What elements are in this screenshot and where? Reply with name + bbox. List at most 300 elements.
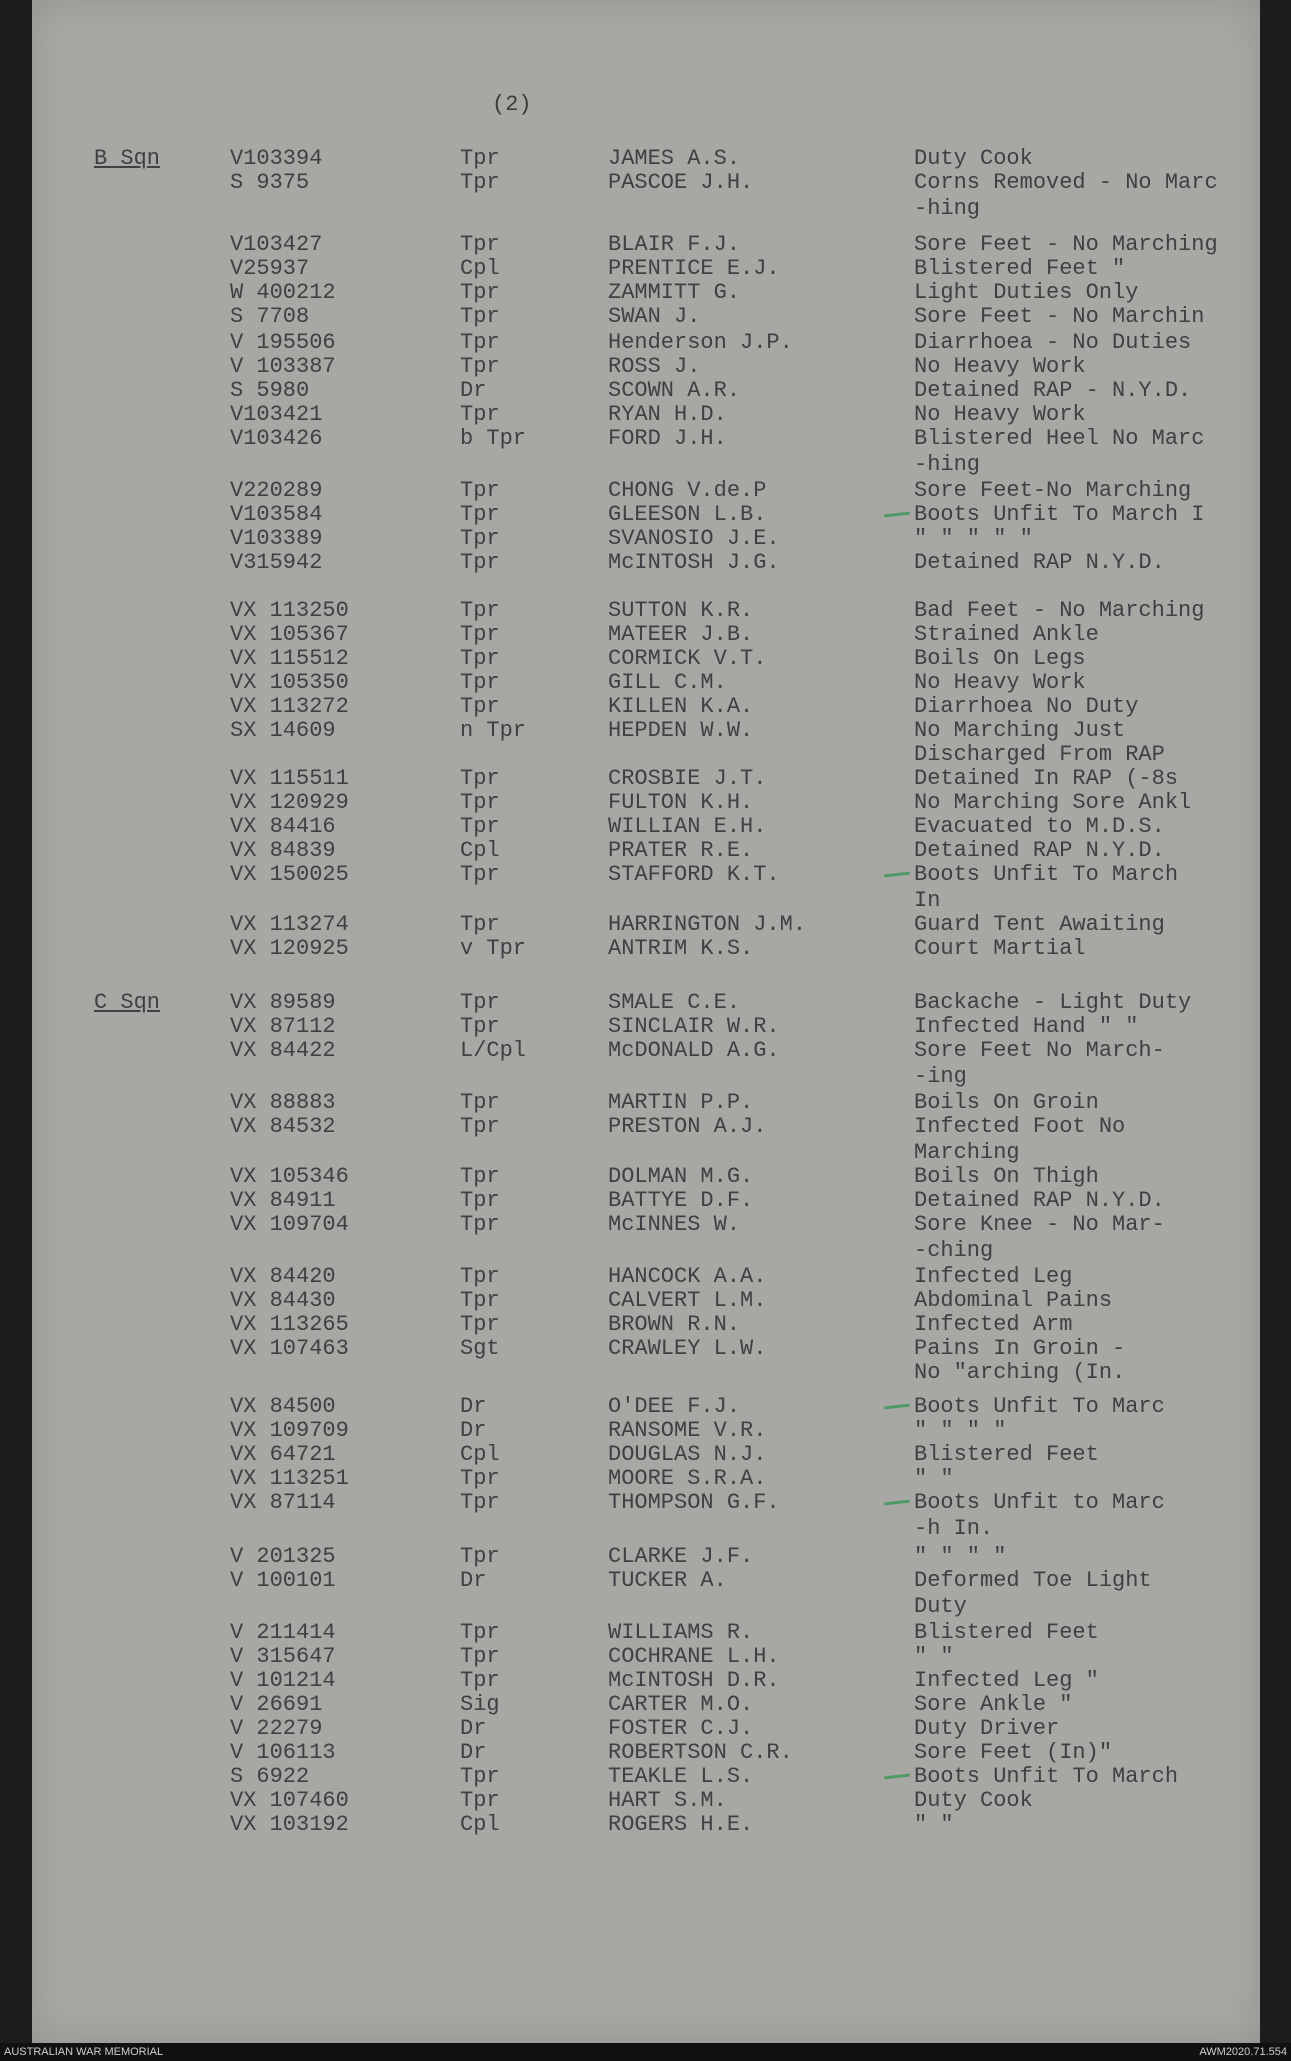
- rank: Tpr: [460, 1490, 500, 1515]
- remark-text: Boots Unfit To March: [914, 862, 1179, 887]
- roll-row: [32, 1212, 1260, 1237]
- medical-remark: No Marching Sore Ankl: [914, 790, 1192, 815]
- rank: Tpr: [460, 280, 500, 305]
- medical-remark: Abdominal Pains: [914, 1288, 1113, 1313]
- medical-remark: [914, 1490, 1165, 1515]
- roll-row: [32, 1788, 1260, 1813]
- medical-remark: Corns Removed - No Marc: [914, 170, 1218, 195]
- soldier-name: WILLIAMS R.: [608, 1620, 754, 1645]
- roll-row: [32, 742, 1260, 767]
- soldier-name: FULTON K.H.: [608, 790, 754, 815]
- medical-remark: " ": [914, 1466, 954, 1491]
- rank: Tpr: [460, 598, 500, 623]
- medical-remark: -hing: [914, 196, 981, 221]
- service-number: V 103387: [230, 354, 336, 379]
- medical-remark: Evacuated to M.D.S.: [914, 814, 1165, 839]
- service-number: VX 105346: [230, 1164, 349, 1189]
- medical-remark: " " " " ": [914, 526, 1033, 551]
- rank: Tpr: [460, 622, 500, 647]
- soldier-name: WILLIAN E.H.: [608, 814, 767, 839]
- rank: Tpr: [460, 1212, 500, 1237]
- roll-row: [32, 550, 1260, 575]
- soldier-name: GLEESON L.B.: [608, 502, 767, 527]
- soldier-name: CHONG V.de.P: [608, 478, 767, 503]
- soldier-name: SINCLAIR W.R.: [608, 1014, 780, 1039]
- soldier-name: RANSOME V.R.: [608, 1418, 767, 1443]
- rank: Tpr: [460, 694, 500, 719]
- service-number: VX 107463: [230, 1336, 349, 1361]
- rank: Tpr: [460, 1644, 500, 1669]
- page-number: (2): [492, 92, 532, 117]
- service-number: V103389: [230, 526, 323, 551]
- rank: Tpr: [460, 1014, 500, 1039]
- roll-row: [32, 622, 1260, 647]
- service-number: VX 113274: [230, 912, 349, 937]
- service-number: VX 105367: [230, 622, 349, 647]
- remark-text: Boots Unfit To March: [914, 1764, 1179, 1789]
- rank: Tpr: [460, 402, 500, 427]
- service-number: V 201325: [230, 1544, 336, 1569]
- roll-row: [32, 1740, 1260, 1765]
- roll-row: [32, 1114, 1260, 1139]
- rank: Cpl: [460, 838, 500, 863]
- soldier-name: TEAKLE L.S.: [608, 1764, 754, 1789]
- roll-row: [32, 1812, 1260, 1837]
- rank: Tpr: [460, 1090, 500, 1115]
- roll-row: [32, 1716, 1260, 1741]
- service-number: VX 84500: [230, 1394, 336, 1419]
- roll-row: [32, 1466, 1260, 1491]
- roll-row: [32, 1764, 1260, 1789]
- roll-row: [32, 888, 1260, 913]
- rank: Tpr: [460, 1188, 500, 1213]
- soldier-name: MOORE S.R.A.: [608, 1466, 767, 1491]
- remark-text: Boots Unfit to Marc: [914, 1490, 1165, 1515]
- medical-remark: [914, 1394, 1165, 1419]
- rank: b Tpr: [460, 426, 527, 451]
- roll-row: [32, 936, 1260, 961]
- soldier-name: HEPDEN W.W.: [608, 718, 754, 743]
- roll-row: [32, 170, 1260, 195]
- rank: Cpl: [460, 256, 500, 281]
- service-number: VX 105350: [230, 670, 349, 695]
- service-number: VX 88883: [230, 1090, 336, 1115]
- service-number: S 6922: [230, 1764, 310, 1789]
- soldier-name: HANCOCK A.A.: [608, 1264, 767, 1289]
- medical-remark: Sore Feet-No Marching: [914, 478, 1192, 503]
- rank: Dr: [460, 1568, 487, 1593]
- service-number: V 26691: [230, 1692, 323, 1717]
- footer-reference: AWM2020.71.554: [1199, 2046, 1287, 2058]
- rank: Tpr: [460, 1466, 500, 1491]
- medical-remark: Duty: [914, 1594, 967, 1619]
- medical-remark: Blistered Feet: [914, 1442, 1099, 1467]
- rank: Tpr: [460, 670, 500, 695]
- roll-row: [32, 502, 1260, 527]
- medical-remark: No "arching (In.: [914, 1360, 1126, 1385]
- service-number: V103584: [230, 502, 323, 527]
- roll-row: [32, 330, 1260, 355]
- rank: Tpr: [460, 354, 500, 379]
- rank: L/Cpl: [460, 1038, 527, 1063]
- medical-remark: " " " ": [914, 1544, 1007, 1569]
- roll-row: [32, 1568, 1260, 1593]
- medical-remark: Duty Driver: [914, 1716, 1060, 1741]
- service-number: VX 84532: [230, 1114, 336, 1139]
- soldier-name: CORMICK V.T.: [608, 646, 767, 671]
- soldier-name: CROSBIE J.T.: [608, 766, 767, 791]
- medical-remark: Blistered Heel No Marc: [914, 426, 1205, 451]
- service-number: VX 64721: [230, 1442, 336, 1467]
- soldier-name: BATTYE D.F.: [608, 1188, 754, 1213]
- green-pen-mark: [884, 512, 910, 518]
- roll-row: [32, 232, 1260, 257]
- rank: Sgt: [460, 1336, 500, 1361]
- roll-row: [32, 1418, 1260, 1443]
- roll-row: [32, 1164, 1260, 1189]
- soldier-name: HART S.M.: [608, 1788, 727, 1813]
- rank: Tpr: [460, 304, 500, 329]
- medical-remark: No Heavy Work: [914, 354, 1086, 379]
- service-number: V103426: [230, 426, 323, 451]
- roll-row: [32, 1090, 1260, 1115]
- soldier-name: COCHRANE L.H.: [608, 1644, 780, 1669]
- green-pen-mark: [884, 1500, 910, 1506]
- medical-remark: Boils On Legs: [914, 646, 1086, 671]
- medical-remark: -hing: [914, 452, 981, 477]
- roll-row: [32, 1288, 1260, 1313]
- green-pen-mark: [884, 1774, 910, 1780]
- medical-remark: [914, 1764, 1178, 1789]
- soldier-name: CLARKE J.F.: [608, 1544, 754, 1569]
- service-number: VX 89589: [230, 990, 336, 1015]
- soldier-name: SCOWN A.R.: [608, 378, 741, 403]
- medical-remark: Blistered Feet: [914, 1620, 1099, 1645]
- rank: Tpr: [460, 646, 500, 671]
- footer-institution: AUSTRALIAN WAR MEMORIAL: [4, 2046, 164, 2058]
- medical-remark: Boils On Thigh: [914, 1164, 1099, 1189]
- soldier-name: BLAIR F.J.: [608, 232, 741, 257]
- service-number: V315942: [230, 550, 323, 575]
- medical-remark: Sore Feet (In)": [914, 1740, 1113, 1765]
- soldier-name: O'DEE F.J.: [608, 1394, 741, 1419]
- rank: Sig: [460, 1692, 500, 1717]
- roll-row: [32, 1238, 1260, 1263]
- rank: Tpr: [460, 330, 500, 355]
- medical-remark: Sore Feet No March-: [914, 1038, 1165, 1063]
- soldier-name: DOUGLAS N.J.: [608, 1442, 767, 1467]
- roll-row: [32, 1038, 1260, 1063]
- medical-remark: -ing: [914, 1064, 967, 1089]
- squadron-label: B Sqn: [94, 146, 161, 171]
- soldier-name: McINTOSH D.R.: [608, 1668, 780, 1693]
- rank: Tpr: [460, 550, 500, 575]
- service-number: V 211414: [230, 1620, 336, 1645]
- roll-row: [32, 256, 1260, 281]
- rank: Tpr: [460, 912, 500, 937]
- service-number: S 7708: [230, 304, 310, 329]
- rank: Dr: [460, 1394, 487, 1419]
- rank: Tpr: [460, 1764, 500, 1789]
- roll-row: [32, 452, 1260, 477]
- roll-row: [32, 146, 1260, 171]
- medical-remark: Detained RAP - N.Y.D.: [914, 378, 1192, 403]
- rank: Tpr: [460, 1668, 500, 1693]
- roll-row: [32, 790, 1260, 815]
- rank: Tpr: [460, 1788, 500, 1813]
- roll-row: [32, 526, 1260, 551]
- soldier-name: FOSTER C.J.: [608, 1716, 754, 1741]
- soldier-name: ROBERTSON C.R.: [608, 1740, 793, 1765]
- service-number: VX 84430: [230, 1288, 336, 1313]
- soldier-name: JAMES A.S.: [608, 146, 741, 171]
- rank: Tpr: [460, 814, 500, 839]
- roll-row: [32, 1644, 1260, 1669]
- medical-remark: In: [914, 888, 941, 913]
- roll-row: [32, 1692, 1260, 1717]
- rank: Tpr: [460, 766, 500, 791]
- rank: Tpr: [460, 232, 500, 257]
- remark-text: Boots Unfit To Marc: [914, 1394, 1165, 1419]
- roll-row: [32, 1442, 1260, 1467]
- service-number: S 5980: [230, 378, 310, 403]
- rank: Tpr: [460, 1288, 500, 1313]
- roll-row: [32, 1490, 1260, 1515]
- soldier-name: MATEER J.B.: [608, 622, 754, 647]
- medical-remark: No Heavy Work: [914, 402, 1086, 427]
- service-number: V103421: [230, 402, 323, 427]
- rank: Tpr: [460, 1264, 500, 1289]
- service-number: VX 84911: [230, 1188, 336, 1213]
- soldier-name: CARTER M.O.: [608, 1692, 754, 1717]
- medical-remark: Deformed Toe Light: [914, 1568, 1152, 1593]
- soldier-name: PRATER R.E.: [608, 838, 754, 863]
- rank: Tpr: [460, 1164, 500, 1189]
- soldier-name: SMALE C.E.: [608, 990, 741, 1015]
- roll-row: [32, 1336, 1260, 1361]
- medical-remark: Infected Leg ": [914, 1668, 1099, 1693]
- green-pen-mark: [884, 1404, 910, 1410]
- service-number: VX 84839: [230, 838, 336, 863]
- roll-row: [32, 862, 1260, 887]
- service-number: V 315647: [230, 1644, 336, 1669]
- rank: v Tpr: [460, 936, 527, 961]
- service-number: S 9375: [230, 170, 310, 195]
- rank: Tpr: [460, 1312, 500, 1337]
- soldier-name: SUTTON K.R.: [608, 598, 754, 623]
- roll-row: [32, 402, 1260, 427]
- medical-remark: Infected Hand " ": [914, 1014, 1139, 1039]
- soldier-name: McINNES W.: [608, 1212, 741, 1237]
- medical-remark: " ": [914, 1812, 954, 1837]
- service-number: VX 103192: [230, 1812, 349, 1837]
- soldier-name: TUCKER A.: [608, 1568, 727, 1593]
- roll-row: [32, 1360, 1260, 1385]
- medical-remark: Light Duties Only: [914, 280, 1139, 305]
- service-number: V25937: [230, 256, 310, 281]
- soldier-name: FORD J.H.: [608, 426, 727, 451]
- soldier-name: SWAN J.: [608, 304, 701, 329]
- medical-remark: Strained Ankle: [914, 622, 1099, 647]
- rank: Tpr: [460, 170, 500, 195]
- medical-remark: Infected Arm: [914, 1312, 1073, 1337]
- service-number: VX 84420: [230, 1264, 336, 1289]
- rank: n Tpr: [460, 718, 527, 743]
- rank: Tpr: [460, 1114, 500, 1139]
- soldier-name: SVANOSIO J.E.: [608, 526, 780, 551]
- roll-row: [32, 426, 1260, 451]
- service-number: V220289: [230, 478, 323, 503]
- service-number: VX 87114: [230, 1490, 336, 1515]
- medical-remark: Infected Foot No: [914, 1114, 1126, 1139]
- medical-remark: Infected Leg: [914, 1264, 1073, 1289]
- medical-remark: Detained In RAP (-8s: [914, 766, 1179, 791]
- roll-row: [32, 598, 1260, 623]
- medical-remark: Bad Feet - No Marching: [914, 598, 1205, 623]
- soldier-name: MARTIN P.P.: [608, 1090, 754, 1115]
- medical-remark: Detained RAP N.Y.D.: [914, 1188, 1165, 1213]
- service-number: VX 84422: [230, 1038, 336, 1063]
- service-number: VX 120925: [230, 936, 349, 961]
- roll-row: [32, 1264, 1260, 1289]
- soldier-name: Henderson J.P.: [608, 330, 793, 355]
- rank: Dr: [460, 1740, 487, 1765]
- roll-row: [32, 912, 1260, 937]
- rank: Tpr: [460, 502, 500, 527]
- service-number: VX 113265: [230, 1312, 349, 1337]
- service-number: V 101214: [230, 1668, 336, 1693]
- roll-row: [32, 304, 1260, 329]
- roll-row: [32, 1014, 1260, 1039]
- service-number: VX 87112: [230, 1014, 336, 1039]
- medical-remark: Sore Ankle ": [914, 1692, 1073, 1717]
- medical-remark: Discharged From RAP: [914, 742, 1165, 767]
- roll-row: [32, 1516, 1260, 1541]
- remark-text: Boots Unfit To March I: [914, 502, 1205, 527]
- service-number: VX 115512: [230, 646, 349, 671]
- rank: Dr: [460, 378, 487, 403]
- medical-remark: Court Martial: [914, 936, 1086, 961]
- medical-remark: Diarrhoea - No Duties: [914, 330, 1192, 355]
- service-number: V 22279: [230, 1716, 323, 1741]
- medical-remark: -ching: [914, 1238, 994, 1263]
- service-number: VX 113251: [230, 1466, 349, 1491]
- roll-row: [32, 1668, 1260, 1693]
- rank: Dr: [460, 1716, 487, 1741]
- rank: Dr: [460, 1418, 487, 1443]
- medical-remark: Detained RAP N.Y.D.: [914, 550, 1165, 575]
- roll-row: [32, 718, 1260, 743]
- soldier-name: PASCOE J.H.: [608, 170, 754, 195]
- medical-remark: Pains In Groin -: [914, 1336, 1126, 1361]
- medical-remark: No Heavy Work: [914, 670, 1086, 695]
- roll-row: [32, 1064, 1260, 1089]
- service-number: VX 107460: [230, 1788, 349, 1813]
- rank: Tpr: [460, 790, 500, 815]
- roll-row: [32, 646, 1260, 671]
- soldier-name: ANTRIM K.S.: [608, 936, 754, 961]
- roll-row: [32, 990, 1260, 1015]
- medical-remark: [914, 502, 1204, 527]
- roll-row: [32, 280, 1260, 305]
- rank: Tpr: [460, 990, 500, 1015]
- soldier-name: ZAMMITT G.: [608, 280, 741, 305]
- roll-row: [32, 1544, 1260, 1569]
- roll-row: [32, 670, 1260, 695]
- service-number: V 106113: [230, 1740, 336, 1765]
- medical-remark: Boils On Groin: [914, 1090, 1099, 1115]
- rank: Tpr: [460, 862, 500, 887]
- medical-remark: Backache - Light Duty: [914, 990, 1192, 1015]
- soldier-name: McINTOSH J.G.: [608, 550, 780, 575]
- roll-row: [32, 378, 1260, 403]
- service-number: SX 14609: [230, 718, 336, 743]
- soldier-name: GILL C.M.: [608, 670, 727, 695]
- rank: Cpl: [460, 1812, 500, 1837]
- roll-row: [32, 814, 1260, 839]
- roll-row: [32, 838, 1260, 863]
- medical-remark: Detained RAP N.Y.D.: [914, 838, 1165, 863]
- service-number: V103427: [230, 232, 323, 257]
- squadron-label: C Sqn: [94, 990, 161, 1015]
- medical-remark: Guard Tent Awaiting: [914, 912, 1165, 937]
- document-page: [32, 0, 1260, 2043]
- medical-remark: Duty Cook: [914, 146, 1033, 171]
- medical-remark: Blistered Feet ": [914, 256, 1126, 281]
- roll-row: [32, 1312, 1260, 1337]
- medical-remark: Sore Feet - No Marching: [914, 232, 1218, 257]
- soldier-name: DOLMAN M.G.: [608, 1164, 754, 1189]
- service-number: VX 113250: [230, 598, 349, 623]
- roll-row: [32, 478, 1260, 503]
- soldier-name: ROSS J.: [608, 354, 701, 379]
- service-number: VX 115511: [230, 766, 349, 791]
- medical-remark: [914, 862, 1178, 887]
- roll-row: [32, 1594, 1260, 1619]
- rank: Tpr: [460, 478, 500, 503]
- roll-row: [32, 1620, 1260, 1645]
- service-number: V 195506: [230, 330, 336, 355]
- service-number: V 100101: [230, 1568, 336, 1593]
- service-number: VX 109709: [230, 1418, 349, 1443]
- soldier-name: KILLEN K.A.: [608, 694, 754, 719]
- medical-remark: Duty Cook: [914, 1788, 1033, 1813]
- soldier-name: PRESTON A.J.: [608, 1114, 767, 1139]
- rank: Cpl: [460, 1442, 500, 1467]
- medical-remark: Sore Knee - No Mar-: [914, 1212, 1165, 1237]
- soldier-name: RYAN H.D.: [608, 402, 727, 427]
- medical-remark: Marching: [914, 1140, 1020, 1165]
- soldier-name: CRAWLEY L.W.: [608, 1336, 767, 1361]
- soldier-name: ROGERS H.E.: [608, 1812, 754, 1837]
- green-pen-mark: [884, 872, 910, 878]
- rank: Tpr: [460, 1544, 500, 1569]
- service-number: VX 84416: [230, 814, 336, 839]
- medical-remark: " ": [914, 1644, 954, 1669]
- service-number: V103394: [230, 146, 323, 171]
- rank: Tpr: [460, 526, 500, 551]
- medical-remark: -h In.: [914, 1516, 994, 1541]
- medical-remark: Sore Feet - No Marchin: [914, 304, 1205, 329]
- medical-remark: Diarrhoea No Duty: [914, 694, 1139, 719]
- service-number: W 400212: [230, 280, 336, 305]
- archive-footer: [0, 2043, 1291, 2061]
- roll-row: [32, 1394, 1260, 1419]
- roll-row: [32, 694, 1260, 719]
- roll-row: [32, 766, 1260, 791]
- service-number: VX 113272: [230, 694, 349, 719]
- soldier-name: PRENTICE E.J.: [608, 256, 780, 281]
